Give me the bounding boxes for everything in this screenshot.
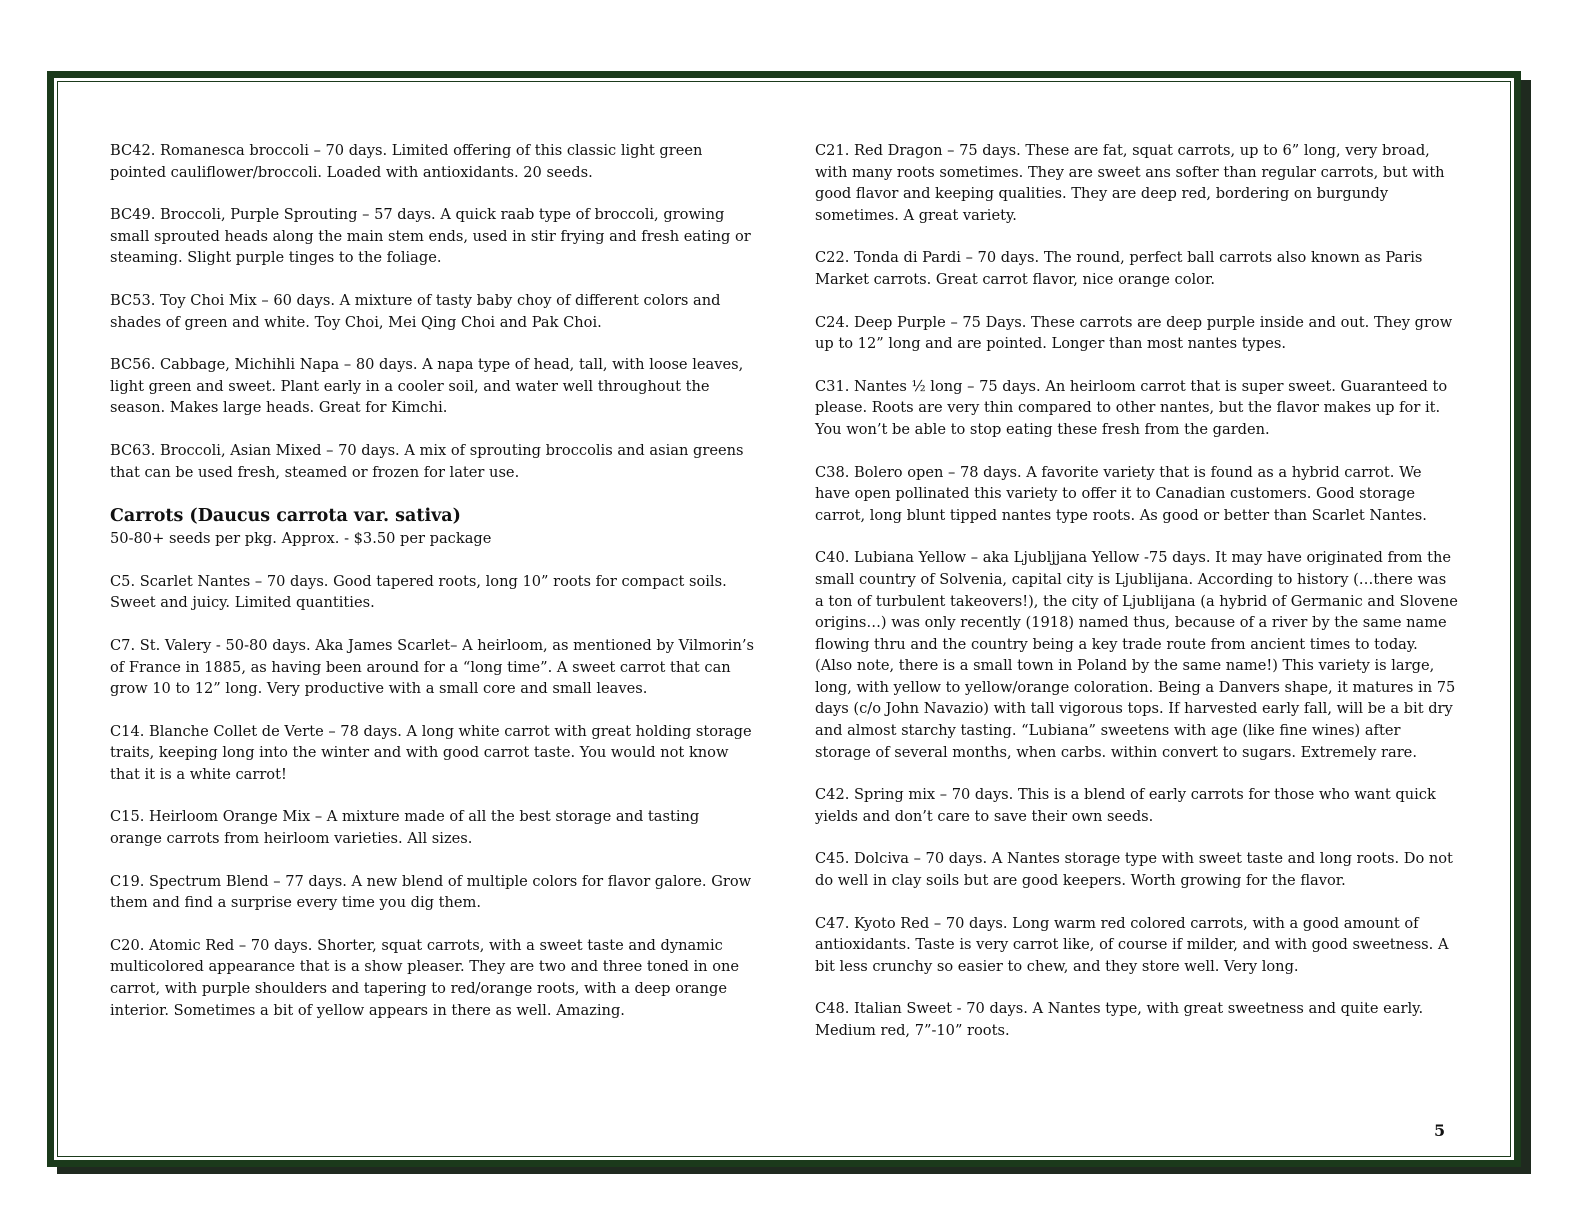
catalog-entry-bc42: BC42. Romanesca broccoli – 70 days. Limited offering of this classic light green pointed cauliflower/broccoli. Loaded with antioxidants. 20 seeds. <box>110 142 703 181</box>
catalog-entry-bc53: BC53. Toy Choi Mix – 60 days. A mixture of tasty baby choy of different colors and shades of green and white. Toy Choi, Mei Qing Choi and Pak Choi. <box>110 291 721 331</box>
catalog-entry-c15: C15. Heirloom Orange Mix – A mixture made of all the best storage and tasting orange carrots from heirloom varieties. All sizes. <box>110 808 700 848</box>
catalog-entry-c42: C42. Spring mix – 70 days. This is a blend of early carrots for those who want quick yields and don’t care to save their own seeds. <box>815 786 1436 825</box>
catalog-entry-c5: C5. Scarlet Nantes – 70 days. Good tapered roots, long 10” roots for compact soils. Sweet and juicy. Limited quantities. <box>110 572 727 612</box>
catalog-entry-c31: C31. Nantes ½ long – 75 days. An heirloom carrot that is super sweet. Guaranteed to please. Roots are very thin compared to other nantes, but the flavor makes up for it. You won’t be able to stop eating these fresh from the garden. <box>815 377 1448 438</box>
catalog-entry-c21: C21. Red Dragon – 75 days. These are fat, squat carrots, up to 6” long, very broad, with many roots sometimes. They are sweet ans softer than regular carrots, but with good flavor and keeping qualities. They are deep red, bordering on burgundy sometimes. A great variety. <box>815 142 1445 224</box>
catalog-entry-c20: C20. Atomic Red – 70 days. Shorter, squat carrots, with a sweet taste and dynamic multicolored appearance that is a show pleaser. They are two and three toned in one carrot, with purple shoulders and tapering to red/orange roots, with a deep orange interior. Sometimes a bit of yellow appears in there as well. Amazing. <box>110 936 740 1019</box>
section-subtitle-carrots: 50-80+ seeds per pkg. Approx. - $3.50 per package <box>110 530 492 548</box>
catalog-entry-bc49: BC49. Broccoli, Purple Sprouting – 57 days. A quick raab type of broccoli, growing small sprouted heads along the main stem ends, used in stir frying and fresh eating or steaming. Slight purple tinges to the foliage. <box>110 206 751 267</box>
catalog-entry-c14: C14. Blanche Collet de Verte – 78 days. A long white carrot with great holding storage traits, keeping long into the winter and with good carrot taste. You would not know that it is a white carrot! <box>110 722 752 783</box>
catalog-entry-c19: C19. Spectrum Blend – 77 days. A new blend of multiple colors for flavor galore. Grow them and find a surprise every time you dig them. <box>110 872 752 912</box>
catalog-entry-c38: C38. Bolero open – 78 days. A favorite variety that is found as a hybrid carrot. We have open pollinated this variety to offer it to Canadian customers. Good storage carrot, long blunt tipped nantes type roots. As good or better than Scarlet Nantes. <box>815 463 1427 524</box>
catalog-entry-c48: C48. Italian Sweet - 70 days. A Nantes type, with great sweetness and quite early. Medium red, 7”-10” roots. <box>815 1000 1424 1039</box>
catalog-entry-c45: C45. Dolciva – 70 days. A Nantes storage type with sweet taste and long roots. Do not do well in clay soils but are good keepers. Worth growing for the flavor. <box>815 850 1453 890</box>
catalog-entry-c47: C47. Kyoto Red – 70 days. Long warm red colored carrots, with a good amount of antioxidants. Taste is very carrot like, of course if milder, and with good sweetness. A bit less crunchy so easier to chew, and they store well. Very long. <box>815 914 1449 975</box>
catalog-entry-c40: C40. Lubiana Yellow – aka Ljubljjana Yellow -75 days. It may have originated from the small country of Solvenia, capital city is Ljublijana. According to history (…there was a ton of turbulent takeovers!), the city of Ljublijana (a hybrid of Germanic and Slovene origins…) was only recently (1918) named thus, because of a river by the same name flowing thru and the country being a key trade route from ancient times to today. (Also note, there is a small town in Poland by the same name!) This variety is large, long, with yellow to yellow/orange coloration. Being a Danvers shape, it matures in 75 days (c/o John Navazio) with tall vigorous tops. If harvested early fall, will be a bit dry and almost starchy tasting. “Lubiana” sweetens with age (like fine wines) after storage of several months, when carbs. within convert to sugars. Extremely rare. <box>815 549 1458 761</box>
page-frame <box>47 71 1521 1167</box>
catalog-entry-c24: C24. Deep Purple – 75 Days. These carrots are deep purple inside and out. They grow up to 12” long and are pointed. Longer than most nantes types. <box>815 313 1453 353</box>
catalog-entry-bc56: BC56. Cabbage, Michihli Napa – 80 days. A napa type of head, tall, with loose leaves, light green and sweet. Plant early in a cooler soil, and water well throughout the season. Makes large heads. Great for Kimchi. <box>110 356 744 417</box>
catalog-entry-c22: C22. Tonda di Pardi – 70 days. The round, perfect ball carrots also known as Paris Market carrots. Great carrot flavor, nice orange color. <box>815 249 1423 288</box>
page-number: 5 <box>1434 1121 1446 1140</box>
section-title-carrots: Carrots (Daucus carrota var. sativa) <box>110 506 461 527</box>
catalog-entry-bc63: BC63. Broccoli, Asian Mixed – 70 days. A mix of sprouting broccolis and asian greens that can be used fresh, steamed or frozen for later use. <box>110 441 744 481</box>
left-column <box>110 140 754 1042</box>
catalog-entry-c7: C7. St. Valery - 50-80 days. Aka James Scarlet– A heirloom, as mentioned by Vilmorin’s of France in 1885, as having been around for a “long time”. A sweet carrot that can grow 10 to 12” long. Very productive with a small core and small leaves. <box>110 636 754 698</box>
right-column <box>815 140 1459 1063</box>
